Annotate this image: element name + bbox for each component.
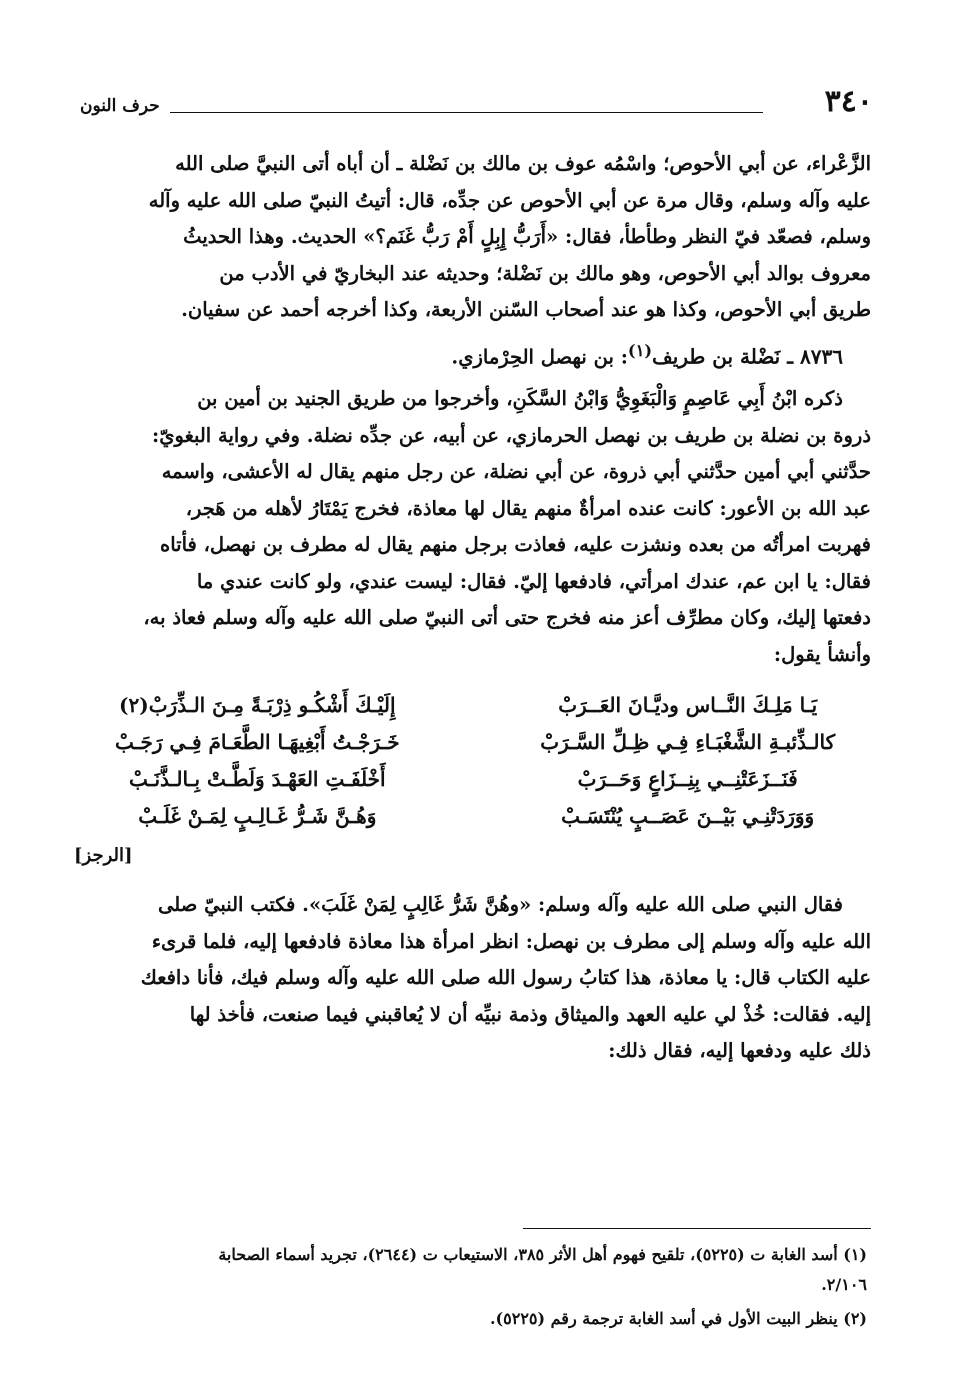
poem-hemistich-second: أَخْلَفَـتِ العَهْـدَ وَلَطَّـتْ بِـالـذَّنَـبْ bbox=[128, 767, 386, 791]
text-line: طريق أبي الأحوص، وكذا هو عند أصحاب السّنن الأربعة، وكذا أخرجه أحمد عن سفيان. bbox=[181, 298, 871, 321]
poem-verse bbox=[74, 687, 871, 724]
text-line: عليه وآله وسلم، وقال مرة عن أبي الأحوص عن جدِّه، قال: أتيتُ النبيّ صلى الله عليه وآله bbox=[148, 188, 871, 212]
poem-verse bbox=[74, 798, 871, 835]
main-text bbox=[74, 146, 871, 1070]
text-line: عبد الله بن الأعور: كانت عنده امرأةٌ منهم يقال لها معاذة، فخرج يَمْتَارُ لأهله من هَجر، bbox=[185, 496, 871, 520]
entry-heading bbox=[74, 331, 871, 378]
text-line: فقال النبي صلى الله عليه وآله وسلم: «وهُنَّ شَرُّ غَالِبٍ لِمَنْ غَلَبَ». فكتب النبيّ صلى bbox=[158, 893, 843, 916]
entry-title-rest: : بن نهصل الحِرْمازي. bbox=[451, 345, 628, 368]
text-line: إليه. فقالت: خُذْ لي عليه العهد والميثاق وذمة نبيِّه أن لا يُعاقبني فيما صنعت، فأخذ لها bbox=[189, 1002, 871, 1026]
poem bbox=[74, 687, 871, 875]
text-line: دفعتها إليك، وكان مطرِّف أعز منه فخرج حتى أتى النبيّ صلى الله عليه وآله وسلم فعاذ به، bbox=[143, 606, 871, 629]
paragraph-3 bbox=[74, 887, 871, 1070]
text-line: فهربت امرأتُه من بعده ونشزت عليه، فعاذت برجل منهم يقال له مطرف بن نهصل، فأتاه bbox=[160, 533, 871, 556]
footnote-rule bbox=[523, 1228, 871, 1229]
text-line: وسلم، فصعّد فيّ النظر وطأطأ، فقال: «أَرَبُّ إِبِلٍ أَمْ رَبُّ غَنَم؟» الحديث. وهذا الحديثُ bbox=[183, 225, 871, 248]
page-number: ٣٤٠ bbox=[824, 84, 873, 119]
footnote-1 bbox=[82, 1240, 867, 1300]
poem-hemistich-first: كالـذِّئبـةِ الشَّغْبَـاءِ فِـي ظِـلِّ السَّـرَبْ bbox=[540, 730, 836, 754]
text-line: ذروة بن نضلة بن طريف بن نهصل الحرمازي، عن أبيه، عن جدِّه نضلة. وفي رواية البغويّ: bbox=[152, 423, 871, 447]
text-line: الزَّعْراء، عن أبي الأحوص؛ واسْمُه عوف بن مالك بن نَضْلة ـ أن أباه أتى النبيَّ صلى الله bbox=[175, 152, 871, 175]
poem-hemistich-first: يَـا مَلِـكَ النَّــاس وديَّـانَ العَــرَبْ bbox=[558, 693, 818, 717]
text-line: حدَّثني أبي أمين حدَّثني أبي ذروة، عن أبي نضلة، عن رجل منهم يقال له الأعشى، واسمه bbox=[161, 460, 871, 483]
footnote-line: (١) أسد الغابة ت (٥٢٢٥)، تلقيح فهوم أهل الأثر ٣٨٥، الاستيعاب ت (٢٦٤٤)، تجريد أسماء الصحابة bbox=[218, 1245, 867, 1264]
poem-verse bbox=[74, 724, 871, 761]
text-line: ذلك عليه ودفعها إليه، فقال ذلك: bbox=[608, 1039, 871, 1062]
text-line: فقال: يا ابن عم، عندك امرأتي، فادفعها إليّ. فقال: ليست عندي، ولو كانت عندي ما bbox=[196, 569, 871, 593]
text-line: وأنشأ يقول: bbox=[773, 642, 871, 666]
poem-hemistich-first: فَنَــزَعَتْنِــي بِنِــزَاعٍ وَحَــرَبْ bbox=[577, 767, 798, 791]
footnotes bbox=[82, 1240, 867, 1338]
running-title: حرف النون bbox=[80, 96, 160, 116]
entry-title: ٨٧٣٦ ـ نَضْلة بن طريف bbox=[652, 344, 843, 368]
poem-verse bbox=[74, 761, 871, 798]
text-line: الله عليه وآله وسلم إلى مطرف بن نهصل: انظر امرأة هذا معاذة فادفعها إليه، فلما قرىء bbox=[151, 929, 871, 953]
header-rule bbox=[170, 112, 763, 113]
footnote-line: ٢/١٠٦. bbox=[821, 1275, 867, 1294]
paragraph-1 bbox=[74, 146, 871, 329]
text-line: عليه الكتاب قال: يا معاذة، هذا كتابُ رسول الله صلى الله عليه وآله وسلم فيك، فأنا دافعك bbox=[140, 966, 871, 989]
page-header bbox=[70, 84, 893, 124]
footnote-ref-1: (١) bbox=[627, 340, 653, 360]
text-line: معروف بوالد أبي الأحوص، وهو مالك بن نَضْلة؛ وحديثه عند البخاريّ في الأدب من bbox=[219, 261, 871, 285]
footnote-2: (٢) ينظر البيت الأول في أسد الغابة ترجمة رقم (٥٢٢٥). bbox=[489, 1309, 867, 1328]
poem-hemistich-second: خَـرَجْـتُ أَبْغِيهَـا الطَّعَـامَ فِـي رَجَـبْ bbox=[115, 730, 400, 754]
poem-hemistich-second: وَهُـنَّ شَـرُّ غَـالِـبٍ لِمَـنْ غَلَـبْ bbox=[138, 804, 377, 828]
text-line: ذكره ابْنُ أَبِي عَاصِمٍ وَالْبَغَوِيُّ وَابْنُ السَّكَنِ، وأخرجوا من طريق الجنيد بن أمين بن bbox=[197, 387, 843, 410]
paragraph-2 bbox=[74, 381, 871, 673]
poem-hemistich-first: وَوَرَدَتْنِـي بَيْــنَ عَصَــبٍ يُنْتَسَـبْ bbox=[561, 804, 815, 828]
poem-meter: [الرجز] bbox=[74, 845, 133, 866]
poem-hemistich-second: إِلَيْـكَ أَشْكُـو ذِرْبَـةً مِـنَ الـذِّرَبْ(٢) bbox=[119, 693, 396, 717]
